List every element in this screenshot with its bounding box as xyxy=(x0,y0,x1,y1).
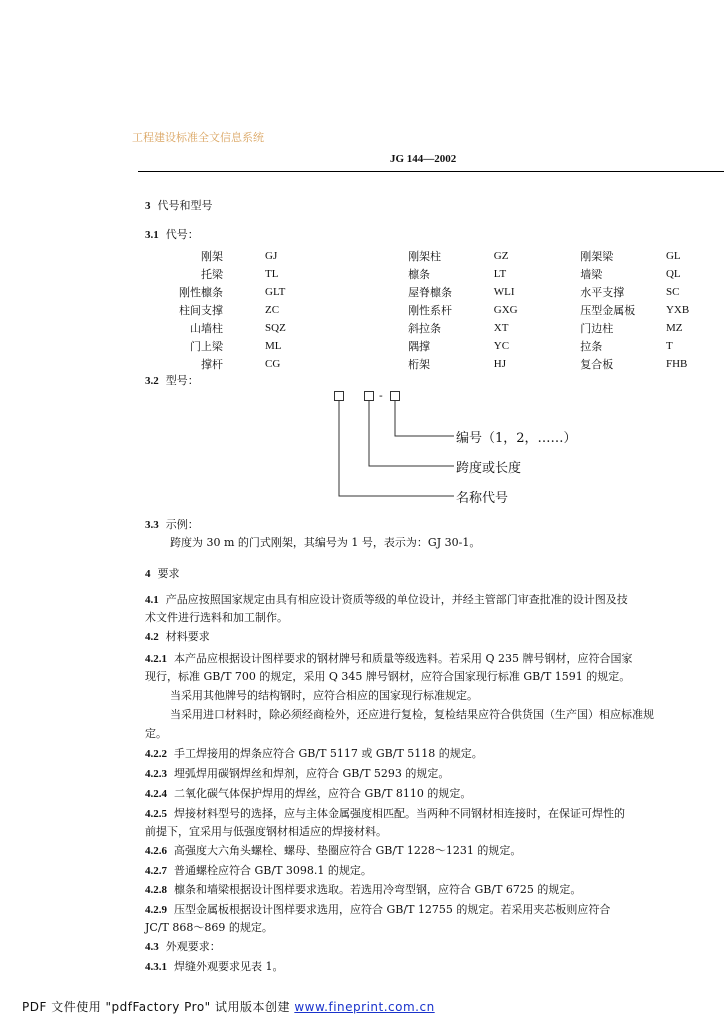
example-text: 跨度为 30 m 的门式刚架，其编号为 1 号，表示为：GJ 30-1。 xyxy=(170,536,481,549)
code-value: GXG xyxy=(493,304,518,316)
code-row xyxy=(160,301,724,319)
code-value: ML xyxy=(265,340,282,352)
diagram-label-serial: 编号（1，2，……） xyxy=(456,431,577,446)
para-4-2-5-line2: 前提下，宜采用与低强度钢材相适应的焊接材料。 xyxy=(145,825,387,838)
code-value: SQZ xyxy=(265,322,286,334)
code-name: 斜拉条 xyxy=(408,322,442,335)
para-4-2-6: 4.2.6 高强度大六角头螺栓、螺母、垫圈应符合 GB/T 1228～1231 的规定。 xyxy=(145,844,522,857)
code-row xyxy=(160,355,724,373)
code-table xyxy=(160,247,724,373)
code-value: T xyxy=(665,340,673,352)
footer-text: PDF 文件使用 "pdfFactory Pro" 试用版本创建 xyxy=(22,1000,295,1014)
section-4-heading: 4 要求 xyxy=(145,567,180,580)
code-name: 屋脊檩条 xyxy=(408,286,453,299)
code-value: SC xyxy=(665,286,680,298)
para-4-2-5-line1: 4.2.5 焊接材料型号的选择，应与主体金属强度相匹配。当两种不同钢材相连接时，在保证可焊性的 xyxy=(145,807,625,820)
code-name: 隅撑 xyxy=(408,340,431,353)
para-4-2-1-line3: 当采用其他牌号的结构钢时，应符合相应的国家现行标准规定。 xyxy=(170,689,478,702)
code-value: GLT xyxy=(265,286,286,298)
section-3-2-heading: 3.2 型号： xyxy=(145,374,199,387)
watermark-text: 工程建设标准全文信息系统 xyxy=(132,131,264,144)
code-value: CG xyxy=(265,358,281,370)
code-value: QL xyxy=(665,268,681,280)
code-row xyxy=(160,337,724,355)
para-4-2-1-line1: 4.2.1 本产品应根据设计图样要求的钢材牌号和质量等级选料。若采用 Q 235 牌号钢材，应符合国家 xyxy=(145,652,633,665)
diagram-label-name: 名称代号 xyxy=(456,491,509,506)
para-4-2-3: 4.2.3 埋弧焊用碳钢焊丝和焊剂，应符合 GB/T 5293 的规定。 xyxy=(145,767,450,780)
para-4-1-line1: 4.1 产品应按照国家规定由具有相应设计资质等级的单位设计，并经主管部门审查批准的设计图及技 xyxy=(145,593,628,606)
document-number: JG 144—2002 xyxy=(390,153,457,165)
section-3-3-heading: 3.3 示例： xyxy=(145,518,199,531)
footer-link[interactable]: www.fineprint.com.cn xyxy=(294,1000,435,1014)
code-name: 水平支撑 xyxy=(580,286,625,299)
para-4-2-1-line2: 现行，标准 GB/T 700 的规定，采用 Q 345 牌号钢材，应符合国家现行标准 GB/T 1591 的规定。 xyxy=(145,670,631,683)
diagram-dash: - xyxy=(379,389,383,402)
code-value: GZ xyxy=(493,250,509,262)
code-value: WLI xyxy=(493,286,515,298)
para-4-2-9-line1: 4.2.9 压型金属板根据设计图样要求选用，应符合 GB/T 12755 的规定。若采用夹芯板则应符合 xyxy=(145,903,611,916)
code-value: ZC xyxy=(265,304,280,316)
code-value: HJ xyxy=(493,358,507,370)
code-value: XT xyxy=(493,322,509,334)
para-4-3-1: 4.3.1 焊缝外观要求见表 1。 xyxy=(145,960,284,973)
code-value: GJ xyxy=(265,250,278,262)
code-name: 山墙柱 xyxy=(190,322,224,335)
para-4-2-4: 4.2.4 二氧化碳气体保护焊用的焊丝，应符合 GB/T 8110 的规定。 xyxy=(145,787,472,800)
code-value: MZ xyxy=(665,322,683,334)
para-4-2-1-line4: 当采用进口材料时，除必须经商检外，还应进行复检，复检结果应符合供货国（生产国）相应标准规 xyxy=(170,708,654,721)
section-3-heading: 3 代号和型号 xyxy=(145,199,213,212)
para-4-2-7: 4.2.7 普通螺栓应符合 GB/T 3098.1 的规定。 xyxy=(145,864,372,877)
para-4-3-heading: 4.3 外观要求： xyxy=(145,940,221,953)
diagram-label-span: 跨度或长度 xyxy=(456,461,522,476)
pdf-footer xyxy=(22,998,435,1015)
para-4-2-1-line5: 定。 xyxy=(145,727,167,740)
code-name: 檩条 xyxy=(408,268,431,281)
code-name: 压型金属板 xyxy=(580,304,636,317)
code-value: YC xyxy=(493,340,510,352)
para-4-2-9-line2: JC/T 868～869 的规定。 xyxy=(145,921,273,934)
code-value: GL xyxy=(665,250,681,262)
para-4-2-heading: 4.2 材料要求 xyxy=(145,630,210,643)
code-name: 刚架 xyxy=(201,250,224,263)
code-row xyxy=(160,265,724,283)
section-3-1-heading: 3.1 代号： xyxy=(145,228,199,241)
code-value: TL xyxy=(265,268,279,280)
code-name: 墙梁 xyxy=(580,268,603,281)
code-name: 托梁 xyxy=(201,268,224,281)
code-row xyxy=(160,247,724,265)
code-name: 柱间支撑 xyxy=(179,304,224,317)
code-name: 刚架梁 xyxy=(580,250,614,263)
code-value: FHB xyxy=(665,358,688,370)
para-4-1-line2: 术文件进行选料和加工制作。 xyxy=(145,611,288,624)
code-value: YXB xyxy=(665,304,690,316)
code-name: 门上梁 xyxy=(190,340,224,353)
code-name: 门边柱 xyxy=(580,322,614,335)
code-name: 拉条 xyxy=(580,340,603,353)
para-4-2-2: 4.2.2 手工焊接用的焊条应符合 GB/T 5117 或 GB/T 5118 的规定。 xyxy=(145,747,483,760)
code-row xyxy=(160,283,724,301)
code-name: 桁架 xyxy=(408,358,431,371)
code-name: 撑杆 xyxy=(201,358,224,371)
header-rule xyxy=(138,171,724,172)
code-name: 复合板 xyxy=(580,358,614,371)
code-value: LT xyxy=(493,268,507,280)
para-4-2-8: 4.2.8 檩条和墙梁根据设计图样要求选取。若选用冷弯型钢，应符合 GB/T 6725 的规定。 xyxy=(145,883,582,896)
code-name: 刚性系杆 xyxy=(408,304,453,317)
code-name: 刚架柱 xyxy=(408,250,442,263)
code-name: 刚性檩条 xyxy=(179,286,224,299)
code-row xyxy=(160,319,724,337)
